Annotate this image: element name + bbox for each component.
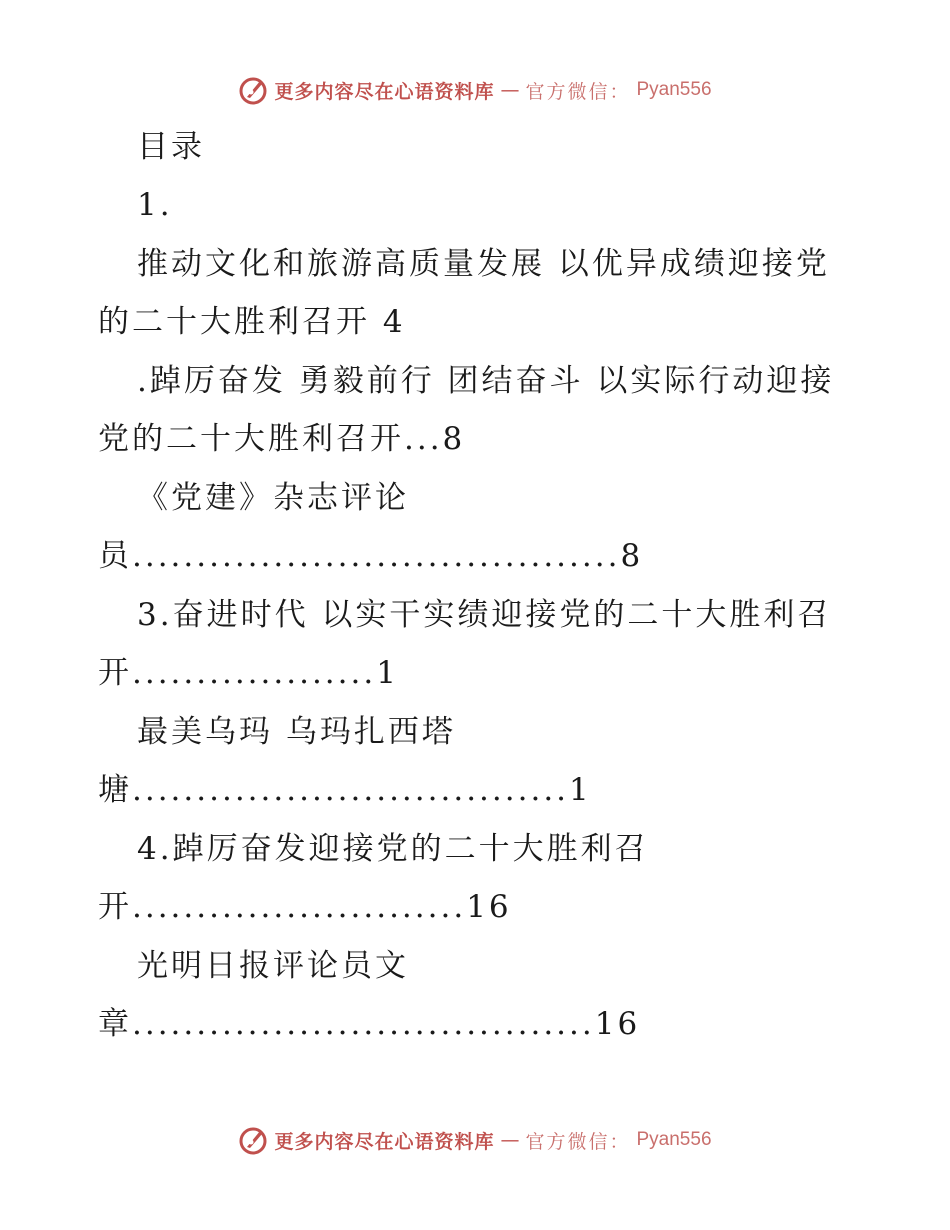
- toc-line: 的二十大胜利召开 4: [98, 304, 406, 340]
- toc-line: 光明日报评论员文: [137, 948, 409, 984]
- toc-line: 最美乌玛 乌玛扎西塔: [137, 714, 456, 750]
- toc-line: 开..........................16: [98, 889, 512, 925]
- banner-dash: —: [500, 79, 520, 101]
- header-banner: [0, 70, 950, 110]
- toc-line: 3.奋进时代 以实干实绩迎接党的二十大胜利召: [137, 597, 832, 633]
- banner-wechat-label: 官方微信：: [525, 80, 631, 103]
- quill-logo-icon: [238, 1125, 268, 1155]
- toc-line: 推动文化和旅游高质量发展 以优异成绩迎接党: [137, 246, 830, 282]
- toc-line: .踔厉奋发 勇毅前行 团结奋斗 以实际行动迎接: [137, 363, 835, 399]
- quill-logo-icon: [238, 75, 268, 105]
- toc-title: 目录: [137, 129, 205, 165]
- toc-line: 塘..................................1: [98, 772, 592, 808]
- footer-banner: [0, 1120, 950, 1160]
- toc-line: 开...................1: [98, 655, 399, 691]
- toc-line: 章....................................16: [98, 1006, 641, 1042]
- banner-wechat-handle: Pyan556: [636, 1129, 712, 1150]
- banner-dash: —: [500, 1129, 520, 1151]
- toc-line: 《党建》杂志评论: [137, 480, 409, 516]
- banner-site-name: 更多内容尽在心语资料库: [274, 1130, 495, 1153]
- toc-line: 4.踔厉奋发迎接党的二十大胜利召: [137, 831, 649, 867]
- toc-line: 1.: [137, 187, 173, 223]
- toc-line: 党的二十大胜利召开...8: [98, 421, 466, 457]
- banner-wechat-label: 官方微信：: [525, 1130, 631, 1153]
- banner-site-name: 更多内容尽在心语资料库: [274, 80, 495, 103]
- toc-line: 员......................................8: [98, 538, 644, 574]
- banner-wechat-handle: Pyan556: [636, 79, 712, 100]
